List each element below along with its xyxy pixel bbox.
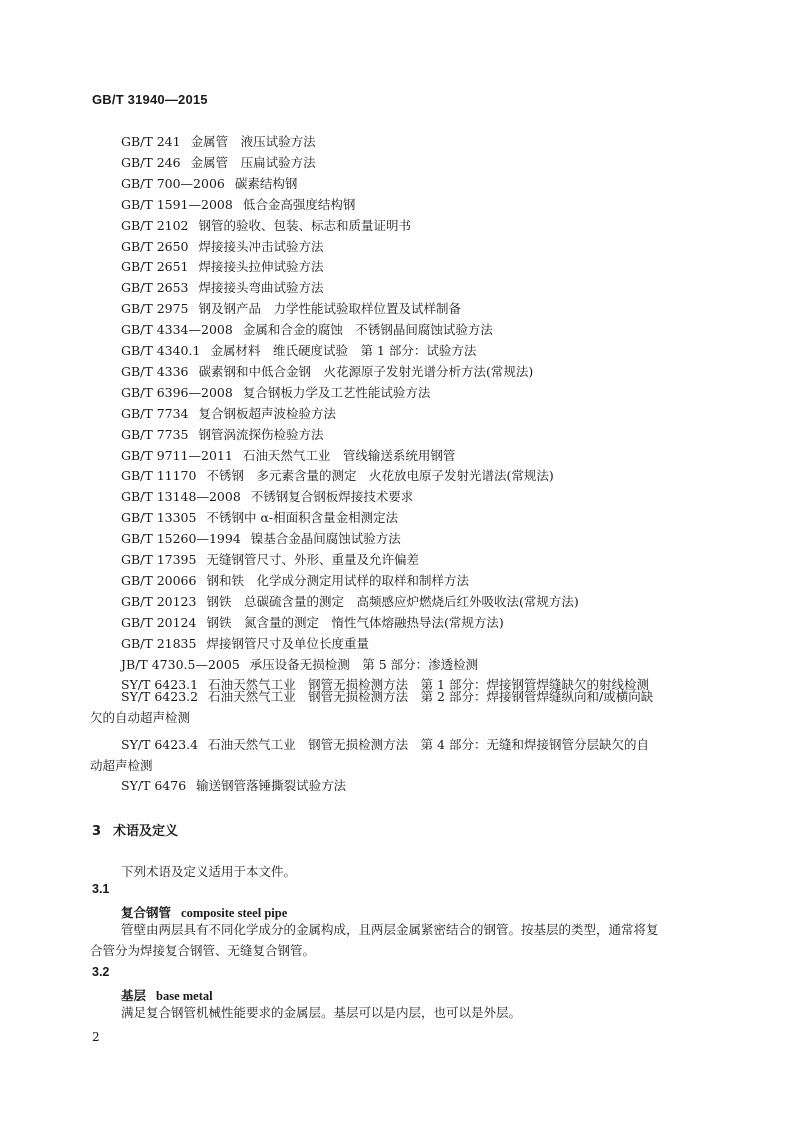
clause-number: 3.2 — [92, 965, 110, 979]
reference-code: GB/T 2650 — [121, 238, 189, 254]
reference-code: GB/T 241 — [121, 134, 181, 149]
reference-title: 碳素结构钢 — [234, 175, 298, 191]
reference-entry — [121, 176, 297, 192]
reference-title: 焊接钢管尺寸及单位长度重量 — [206, 635, 369, 651]
reference-code: GB/T 13305 — [121, 510, 197, 526]
reference-code: JB/T 4730.5—2005 — [121, 656, 240, 672]
reference-code: GB/T 1591—2008 — [121, 196, 233, 212]
reference-entry — [121, 531, 401, 547]
reference-code: GB/T 700—2006 — [121, 175, 225, 191]
reference-title: 输送钢管落锤撕裂试验方法 — [196, 778, 347, 793]
reference-code: GB/T 246 — [121, 154, 181, 170]
reference-title: 钢及钢产品 力学性能试验取样位置及试样制备 — [198, 301, 462, 317]
reference-title-continued: 动超声检测 — [90, 758, 153, 773]
reference-title: 金属管 液压试验方法 — [190, 134, 316, 149]
reference-code: GB/T 7734 — [121, 405, 189, 421]
reference-title: 焊接接头弯曲试验方法 — [198, 280, 324, 296]
reference-title: 复合钢板力学及工艺性能试验方法 — [242, 384, 431, 400]
reference-code: GB/T 20123 — [121, 593, 197, 609]
reference-title: 不锈钢 多元素含量的测定 火花放电原子发射光谱法(常规法) — [206, 468, 554, 484]
reference-code: GB/T 2653 — [121, 280, 189, 296]
reference-title: 金属管 压扁试验方法 — [190, 154, 316, 170]
reference-title: 低合金高强度结构钢 — [242, 196, 356, 212]
reference-code: GB/T 13148—2008 — [121, 489, 241, 505]
reference-entry — [121, 343, 476, 359]
reference-title: 钢铁 总碳硫含量的测定 高频感应炉燃烧后红外吸收法(常规方法) — [206, 593, 579, 609]
reference-entry — [121, 510, 398, 526]
section-title: 术语及定义 — [113, 824, 179, 839]
reference-title: 无缝钢管尺寸、外形、重量及允许偏差 — [206, 552, 419, 567]
reference-entry — [121, 427, 324, 443]
reference-title: 金属和合金的腐蚀 不锈钢晶间腐蚀试验方法 — [242, 322, 493, 338]
term-chinese: 基层 — [121, 988, 147, 1003]
reference-title: 石油天然气工业 管线输送系统用钢管 — [242, 447, 456, 463]
definition-line: 满足复合钢管机械性能要求的金属层。基层可以是内层，也可以是外层。 — [121, 1005, 522, 1020]
term-definition — [90, 1002, 712, 1023]
standard-header: GB/T 31940—2015 — [92, 92, 208, 107]
page-number: 2 — [92, 1030, 100, 1044]
reference-code: GB/T 17395 — [121, 552, 197, 567]
reference-code: GB/T 4340.1 — [121, 343, 201, 358]
reference-title: 焊接接头冲击试验方法 — [198, 238, 324, 254]
reference-entry — [121, 322, 493, 338]
reference-code: GB/T 7735 — [121, 426, 189, 442]
reference-entry — [121, 615, 504, 631]
reference-title: 钢和铁 化学成分测定用试样的取样和制样方法 — [206, 572, 469, 588]
reference-entry — [121, 657, 478, 673]
reference-code: SY/T 6476 — [121, 778, 187, 793]
reference-code: GB/T 2102 — [121, 217, 189, 233]
reference-title: 石油天然气工业 钢管无损检测方法 第 4 部分：无缝和焊接钢管分层缺欠的自 — [208, 737, 649, 752]
reference-entry — [121, 239, 324, 255]
reference-code: GB/T 2975 — [121, 301, 189, 317]
definition-line: 管壁由两层具有不同化学成分的金属构成，且两层金属紧密结合的钢管。按基层的类型，通常将复 — [121, 922, 659, 937]
reference-entry — [121, 448, 455, 464]
section-heading — [92, 820, 178, 839]
reference-code: SY/T 6423.1 — [121, 677, 199, 693]
reference-entry — [121, 385, 430, 401]
reference-entry — [121, 218, 411, 234]
reference-code: GB/T 21835 — [121, 635, 197, 651]
section-intro: 下列术语及定义适用于本文件。 — [121, 864, 297, 879]
reference-title: 钢管的验收、包装、标志和质量证明书 — [198, 217, 412, 233]
reference-entry — [121, 259, 324, 275]
reference-entry — [121, 280, 324, 296]
term-english: base metal — [156, 989, 213, 1003]
reference-entry — [121, 406, 336, 422]
reference-entry — [121, 155, 316, 171]
reference-title: 镍基合金晶间腐蚀试验方法 — [250, 531, 401, 547]
reference-title: 不锈钢中 α-相面积含量金相测定法 — [206, 510, 399, 526]
reference-code: GB/T 9711—2011 — [121, 447, 233, 463]
reference-title: 钢铁 氮含量的测定 惰性气体熔融热导法(常规方法) — [206, 614, 504, 630]
reference-code: GB/T 4336 — [121, 363, 189, 379]
definition-line: 合管分为焊接复合钢管、无缝复合钢管。 — [90, 943, 316, 958]
term-chinese: 复合钢管 — [121, 905, 172, 920]
reference-entry — [121, 134, 316, 150]
reference-entry — [121, 468, 554, 484]
reference-title: 承压设备无损检测 第 5 部分：渗透检测 — [249, 656, 479, 672]
reference-code: SY/T 6423.2 — [121, 689, 199, 704]
reference-title-continued: 欠的自动超声检测 — [90, 710, 191, 725]
reference-entry — [121, 636, 369, 652]
reference-title: 金属材料 维氏硬度试验 第 1 部分：试验方法 — [210, 343, 477, 358]
term-definition — [90, 919, 712, 961]
reference-entry — [121, 552, 419, 568]
reference-code: GB/T 6396—2008 — [121, 384, 233, 400]
reference-entry — [121, 594, 579, 610]
reference-code: GB/T 20066 — [121, 572, 197, 588]
reference-title: 钢管涡流探伤检验方法 — [198, 426, 324, 442]
reference-code: GB/T 15260—1994 — [121, 531, 241, 547]
reference-code: GB/T 4334—2008 — [121, 322, 233, 338]
reference-code: GB/T 2651 — [121, 259, 189, 275]
reference-code: GB/T 11170 — [121, 468, 197, 484]
reference-title: 石油天然气工业 钢管无损检测方法 第 1 部分：焊接钢管焊缝缺欠的射线检测 — [208, 677, 649, 693]
reference-code: GB/T 20124 — [121, 614, 197, 630]
reference-title: 石油天然气工业 钢管无损检测方法 第 2 部分：焊接钢管焊缝纵向和/或横向缺 — [208, 689, 654, 704]
section-number: 3 — [92, 824, 102, 839]
reference-entry — [121, 778, 346, 794]
reference-title: 碳素钢和中低合金钢 火花源原子发射光谱分析方法(常规法) — [198, 363, 534, 379]
reference-title: 焊接接头拉伸试验方法 — [198, 259, 324, 275]
reference-entry-wrapped — [90, 686, 710, 728]
reference-entry — [121, 364, 533, 380]
reference-title: 不锈钢复合钢板焊接技术要求 — [250, 489, 414, 505]
reference-code: SY/T 6423.4 — [121, 737, 199, 752]
clause-number: 3.1 — [92, 882, 110, 896]
reference-title: 复合钢板超声波检验方法 — [198, 405, 337, 421]
reference-entry — [121, 489, 413, 505]
reference-entry-wrapped — [90, 734, 710, 776]
reference-entry — [121, 301, 461, 317]
reference-entry — [121, 573, 469, 589]
term-english: composite steel pipe — [181, 906, 288, 920]
reference-entry — [121, 197, 355, 213]
